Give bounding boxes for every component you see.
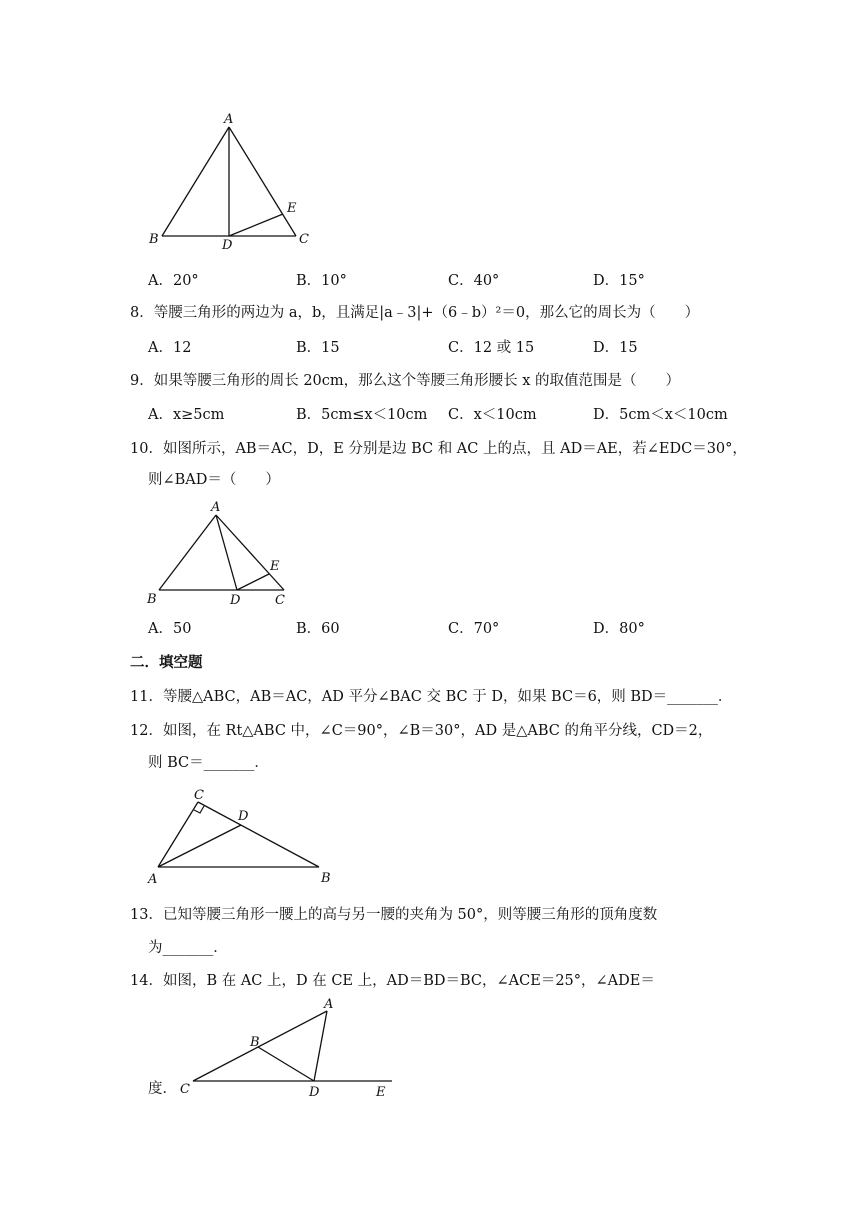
q7-option-b[interactable]: B．10° bbox=[296, 273, 347, 289]
q9-option-c[interactable]: C．x＜10cm bbox=[448, 407, 537, 423]
q10-option-c[interactable]: C．70° bbox=[448, 621, 500, 637]
label-a: A bbox=[224, 112, 234, 127]
q13-text: 13．已知等腰三角形一腰上的高与另一腰的夹角为 50°，则等腰三角形的顶角度数 bbox=[130, 907, 658, 923]
label-c: C bbox=[180, 1082, 190, 1097]
label-c: C bbox=[275, 593, 285, 608]
q8-option-c[interactable]: C．12 或 15 bbox=[448, 340, 535, 356]
q7-option-a[interactable]: A．20° bbox=[148, 273, 199, 289]
q8-option-b[interactable]: B．15 bbox=[296, 340, 340, 356]
q7-option-c[interactable]: C．40° bbox=[448, 273, 500, 289]
label-e: E bbox=[287, 201, 297, 216]
q9-option-d[interactable]: D．5cm＜x＜10cm bbox=[593, 407, 728, 423]
label-d: D bbox=[309, 1085, 320, 1100]
label-b: B bbox=[321, 871, 331, 886]
label-a: A bbox=[148, 872, 158, 887]
q14-text-2: 度． bbox=[148, 1081, 177, 1097]
q12-text-2: 则 BC＝_______． bbox=[148, 755, 269, 771]
q12-text: 12．如图，在 Rt△ABC 中，∠C＝90°，∠B＝30°，AD 是△ABC 的角平分线，CD＝2， bbox=[130, 723, 713, 739]
q10-text-2: 则∠BAD＝（ ） bbox=[148, 472, 280, 488]
q10-text: 10．如图所示，AB＝AC，D，E 分别是边 BC 和 AC 上的点，且 AD＝AE，若∠EDC＝30°， bbox=[130, 441, 747, 457]
label-a: A bbox=[324, 997, 334, 1012]
segment-ca bbox=[193, 1011, 327, 1081]
label-d: D bbox=[230, 593, 241, 608]
label-b: B bbox=[250, 1035, 260, 1050]
label-d: D bbox=[238, 809, 249, 824]
q9-option-b[interactable]: B．5cm≤x＜10cm bbox=[296, 407, 428, 423]
q11-text: 11．等腰△ABC，AB＝AC，AD 平分∠BAC 交 BC 于 D，如果 BC＝6，则 BD＝_______． bbox=[130, 689, 733, 705]
label-c: C bbox=[194, 788, 204, 803]
segment-ad bbox=[314, 1011, 327, 1081]
segment-bd bbox=[258, 1047, 314, 1081]
q10-option-b[interactable]: B．60 bbox=[296, 621, 340, 637]
q10-option-a[interactable]: A．50 bbox=[148, 621, 192, 637]
label-e: E bbox=[270, 559, 280, 574]
label-c: C bbox=[299, 232, 309, 247]
q8-option-d[interactable]: D．15 bbox=[593, 340, 638, 356]
q9-option-a[interactable]: A．x≥5cm bbox=[148, 407, 225, 423]
label-d: D bbox=[222, 238, 233, 253]
section-heading: 二．填空题 bbox=[130, 655, 203, 671]
q10-option-d[interactable]: D．80° bbox=[593, 621, 645, 637]
label-a: A bbox=[211, 500, 221, 515]
q8-text: 8．等腰三角形的两边为 a，b，且满足|a﹣3|+（6﹣b）²＝0，那么它的周长为（ ） bbox=[130, 305, 700, 321]
q13-text-2: 为_______． bbox=[148, 940, 228, 956]
q8-option-a[interactable]: A．12 bbox=[148, 340, 192, 356]
q7-option-d[interactable]: D．15° bbox=[593, 273, 645, 289]
label-b: B bbox=[147, 592, 157, 607]
q14-text: 14．如图，B 在 AC 上，D 在 CE 上，AD＝BD＝BC，∠ACE＝25°，∠ADE＝ bbox=[130, 973, 655, 989]
q9-text: 9．如果等腰三角形的周长 20cm，那么这个等腰三角形腰长 x 的取值范围是（ ） bbox=[130, 373, 681, 389]
label-e: E bbox=[376, 1085, 386, 1100]
label-b: B bbox=[149, 232, 159, 247]
